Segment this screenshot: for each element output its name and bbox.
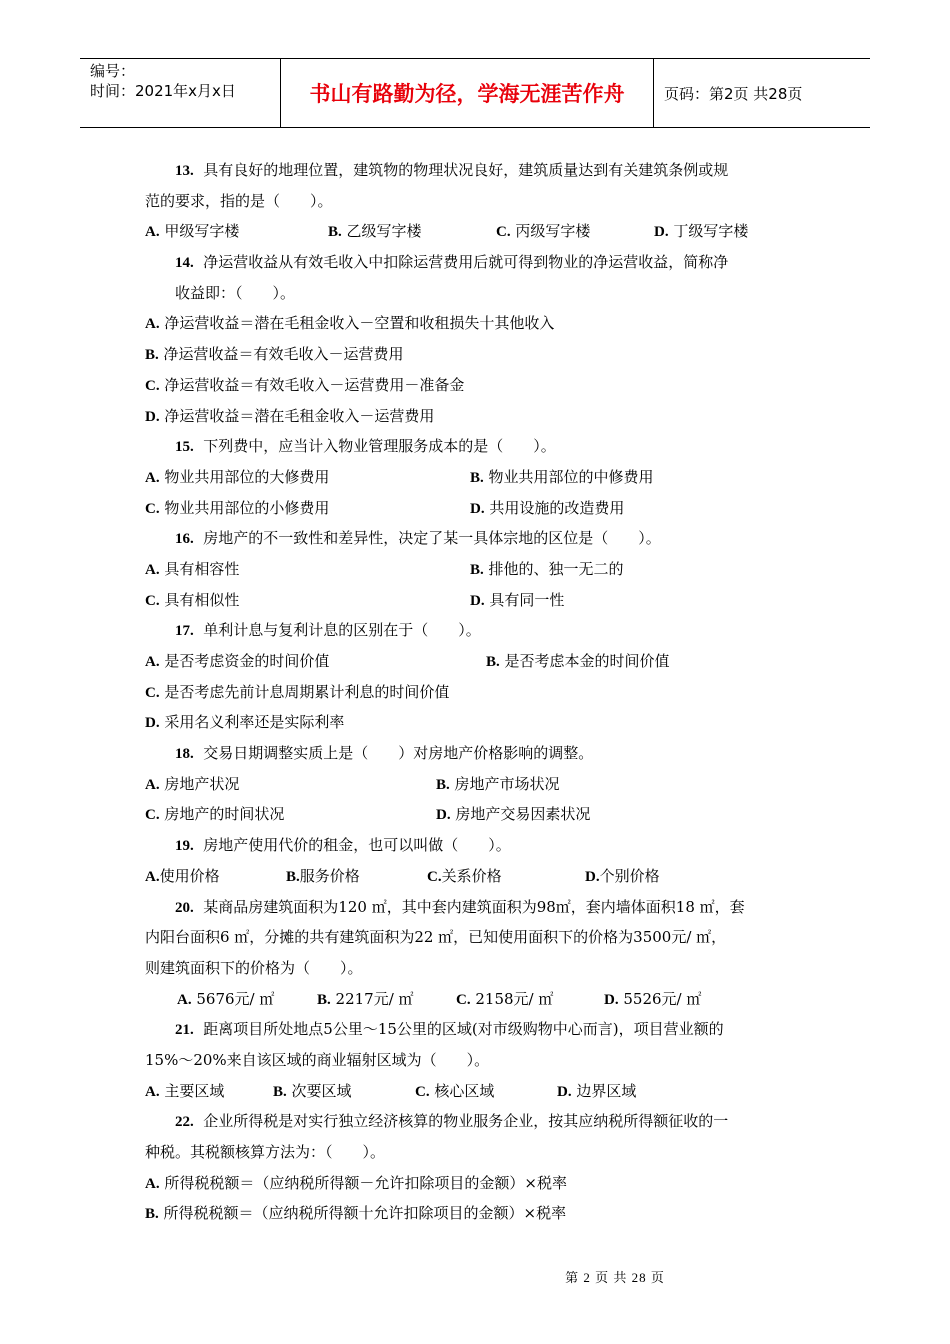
option-b: B. 是否考虑本金的时间价值 [486, 652, 670, 670]
question-text: 房地产的不一致性和差异性，决定了某一具体宗地的区位是（ ）。 [203, 529, 661, 548]
question-22-option-b: B. 所得税税额＝（应纳税所得额十允许扣除项目的金额）×税率 [145, 1204, 567, 1223]
question-number: 17. [175, 623, 194, 640]
question-number: 19. [175, 838, 194, 855]
question-number: 21. [175, 1022, 194, 1039]
serial-label: 编号： [90, 62, 136, 80]
option-c: C. 核心区域 [415, 1081, 495, 1100]
question-text: 净运营收益从有效毛收入中扣除运营费用后就可得到物业的净运营收益，简称净 [203, 253, 729, 272]
question-text: 距离项目所处地点5公里～15公里的区域(对市级购物中心而言)，项目营业额的 [203, 1020, 724, 1039]
question-14-stem-cont: 收益即：（ ）。 [175, 283, 296, 302]
question-18-stem [145, 738, 825, 769]
header-page-info: 页码：第2页 共28页 [664, 84, 803, 103]
question-text: 具有良好的地理位置，建筑物的物理状况良好，建筑质量达到有关建筑条例或规 [203, 161, 729, 179]
question-14-option-b: B. 净运营收益＝有效毛收入－运营费用 [145, 345, 404, 364]
option-c: C.关系价格 [427, 866, 502, 885]
page-header [80, 58, 870, 128]
question-13-stem [145, 155, 825, 186]
question-20-stem [145, 892, 825, 923]
option-d: D. 共用设施的改造费用 [470, 498, 625, 517]
question-22-stem-cont: 种税。其税额核算方法为：（ ）。 [145, 1143, 386, 1161]
question-text: 交易日期调整实质上是（ ）对房地产价格影响的调整。 [203, 744, 594, 763]
option-a: A. 主要区域 [145, 1081, 225, 1100]
option-c: C. 2158元/ ㎡ [456, 989, 554, 1008]
question-text: 单利计息与复利计息的区别在于（ ）。 [203, 621, 481, 640]
question-14-option-d: D. 净运营收益＝潜在毛租金收入－运营费用 [145, 406, 435, 425]
question-14-option-a: A. 净运营收益＝潜在毛租金收入－空置和收租损失十其他收入 [145, 314, 555, 333]
question-21-stem [145, 1014, 825, 1045]
question-number: 13. [175, 163, 194, 179]
question-14-stem [145, 247, 825, 278]
option-d: D.个别价格 [585, 866, 660, 885]
question-number: 18. [175, 746, 194, 763]
question-text: 企业所得税是对实行独立经济核算的物业服务企业，按其应纳税所得额征收的一 [203, 1112, 729, 1131]
option-a: A. 具有相容性 [145, 559, 240, 578]
question-15-options-ab [145, 462, 825, 493]
question-16-options-ab [145, 554, 825, 585]
option-b: B. 乙级写字楼 [328, 222, 422, 241]
option-d: D. 房地产交易因素状况 [436, 805, 591, 824]
question-text: 某商品房建筑面积为120 ㎡，其中套内建筑面积为98㎡，套内墙体面积18 ㎡，套 [203, 897, 745, 916]
option-b: B. 物业共用部位的中修费用 [470, 467, 654, 486]
question-20-options [145, 984, 825, 1015]
question-15-options-cd [145, 493, 825, 524]
question-16-stem [145, 523, 825, 554]
option-b: B. 排他的、独一无二的 [470, 559, 624, 578]
question-number: 20. [175, 899, 194, 916]
question-13-options [145, 216, 825, 247]
question-number: 16. [175, 531, 194, 548]
option-a: A. 是否考虑资金的时间价值 [145, 652, 330, 670]
question-18-options-cd [145, 799, 825, 830]
time-label: 时间：2021年x月x日 [90, 82, 236, 100]
question-20-stem-cont: 内阳台面积6 ㎡，分摊的共有建筑面积为22 ㎡，已知使用面积下的价格为3500元/ ㎡， [145, 928, 727, 947]
question-13-stem-cont: 范的要求，指的是（ ）。 [145, 191, 333, 210]
question-18-options-ab [145, 769, 825, 800]
question-21-stem-cont: 15%～20%来自该区域的商业辐射区域为（ ）。 [145, 1050, 490, 1069]
option-d: D. 边界区域 [557, 1081, 637, 1100]
question-number: 22. [175, 1114, 194, 1131]
question-text: 房地产使用代价的租金，也可以叫做（ ）。 [203, 836, 511, 855]
question-number: 15. [175, 439, 194, 456]
question-22-stem [145, 1106, 825, 1137]
option-b: B. 2217元/ ㎡ [317, 989, 414, 1008]
option-d: D. 5526元/ ㎡ [604, 989, 702, 1008]
option-b: B. 次要区域 [273, 1081, 352, 1100]
option-d: D. 具有同一性 [470, 590, 565, 609]
question-22-option-a: A. 所得税税额＝（应纳税所得额－允许扣除项目的金额）×税率 [145, 1173, 567, 1192]
option-a: A. 物业共用部位的大修费用 [145, 467, 330, 486]
option-b: B.服务价格 [286, 866, 360, 885]
question-14-option-c: C. 净运营收益＝有效毛收入－运营费用－准备金 [145, 375, 465, 394]
option-a: A. 甲级写字楼 [145, 222, 240, 241]
option-c: C. 具有相似性 [145, 590, 240, 609]
question-17-options-ab [145, 646, 825, 677]
header-motto: 书山有路勤为径，学海无涯苦作舟 [281, 59, 654, 127]
option-b: B. 房地产市场状况 [436, 774, 560, 793]
option-a: A. 房地产状况 [145, 774, 240, 793]
option-a: A.使用价格 [145, 866, 220, 885]
header-meta [80, 59, 281, 127]
question-19-options [145, 861, 825, 892]
page-footer: 第 2 页 共 28 页 [565, 1270, 665, 1285]
question-text: 下列费中，应当计入物业管理服务成本的是（ ）。 [203, 437, 556, 456]
option-a: A. 5676元/ ㎡ [177, 989, 275, 1008]
option-c: C. 房地产的时间状况 [145, 805, 285, 824]
question-16-options-cd [145, 585, 825, 616]
option-c: C. 物业共用部位的小修费用 [145, 498, 330, 517]
question-21-options [145, 1076, 825, 1107]
question-list [145, 155, 825, 1229]
question-17-option-d: D. 采用名义利率还是实际利率 [145, 713, 345, 732]
option-c: C. 丙级写字楼 [496, 222, 591, 241]
question-number: 14. [175, 255, 194, 272]
option-d: D. 丁级写字楼 [654, 222, 749, 241]
question-19-stem [145, 830, 825, 861]
question-15-stem [145, 431, 825, 462]
question-20-stem-cont-2: 则建筑面积下的价格为（ ）。 [145, 958, 363, 977]
question-17-stem [145, 615, 825, 646]
question-17-option-c: C. 是否考虑先前计息周期累计利息的时间价值 [145, 682, 450, 701]
